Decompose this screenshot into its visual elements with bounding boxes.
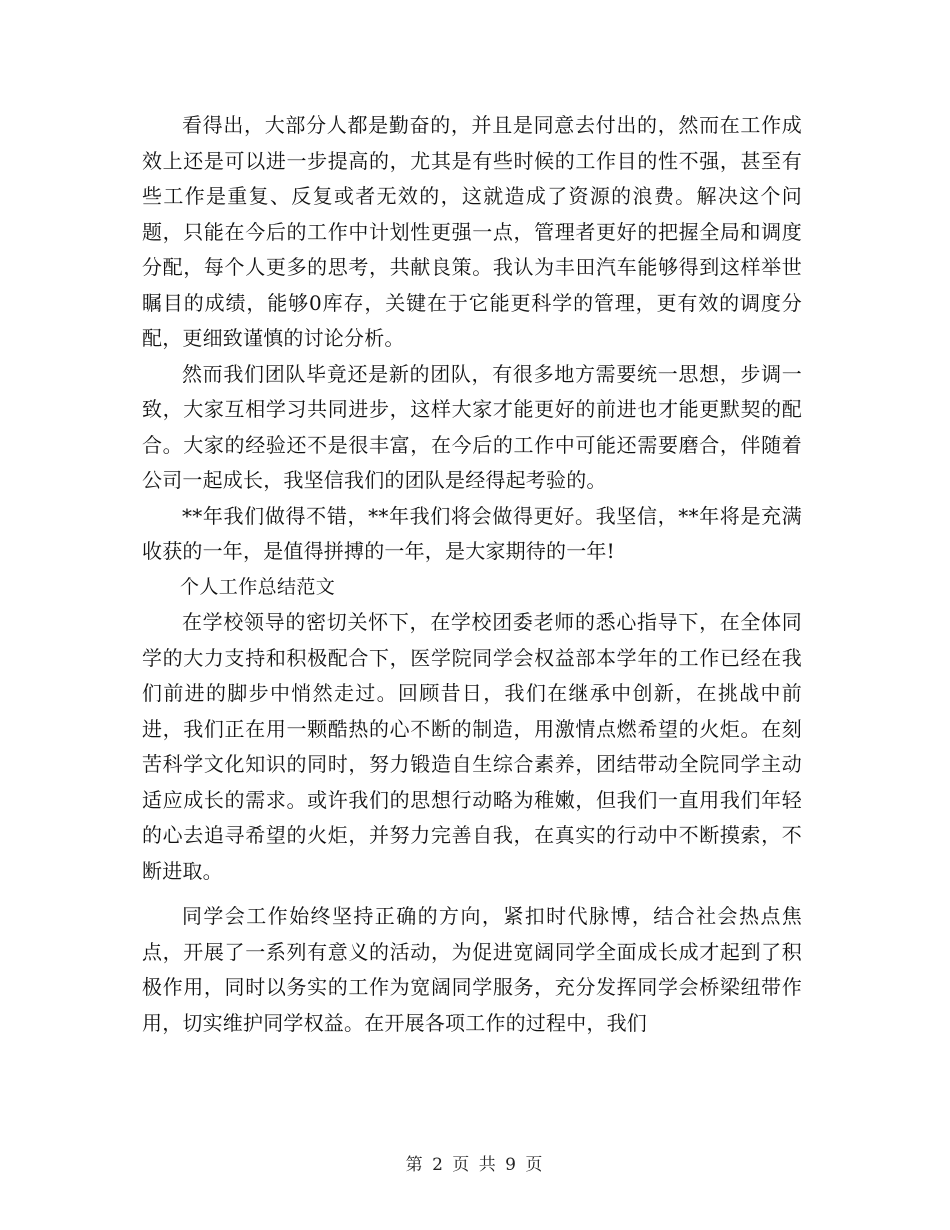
section-heading: 个人工作总结范文 (180, 575, 336, 598)
page-number-footer: 第 2 页 共 9 页 (405, 1155, 545, 1175)
body-paragraph: 然而我们团队毕竟还是新的团队，有很多地方需要统一思想，步调一致，大家互相学习共同进步，这样大家才能更好的前进也才能更默契的配合。大家的经验还不是很丰富，在今后的工作中可能还需要磨合，伴随着公司一起成长，我坚信我们的团队是经得起考验的。 (142, 361, 802, 492)
document-page (142, 108, 802, 1041)
body-paragraph: 在学校领导的密切关怀下，在学校团委老师的悉心指导下，在全体同学的大力支持和积极配合下，医学院同学会权益部本学年的工作已经在我们前进的脚步中悄然走过。回顾昔日，我们在继承中创新，在挑战中前进，我们正在用一颗酷热的心不断的制造，用激情点燃希望的火炬。在刻苦科学文化知识的同时，努力锻造自生综合素养，团结带动全院同学主动适应成长的需求。或许我们的思想行动略为稚嫩，但我们一直用我们年轻的心去追寻希望的火炬，并努力完善自我，在真实的行动中不断摸索，不断进取。 (142, 610, 802, 883)
body-paragraph: 同学会工作始终坚持正确的方向，紧扣时代脉博，结合社会热点焦点，开展了一系列有意义的活动，为促进宽阔同学全面成长成才起到了积极作用，同时以务实的工作为宽阔同学服务，充分发挥同学会桥梁纽带作用，切实维护同学权益。在开展各项工作的过程中，我们 (142, 904, 802, 1035)
body-paragraph: 看得出，大部分人都是勤奋的，并且是同意去付出的，然而在工作成效上还是可以进一步提高的，尤其是有些时候的工作目的性不强，甚至有些工作是重复、反复或者无效的，这就造成了资源的浪费。解决这个问题，只能在今后的工作中计划性更强一点，管理者更好的把握全局和调度分配，每个人更多的思考，共献良策。我认为丰田汽车能够得到这样举世瞩目的成绩，能够0库存，关键在于它能更科学的管理，更有效的调度分配，更细致谨慎的讨论分析。 (142, 113, 802, 350)
body-paragraph: **年我们做得不错，**年我们将会做得更好。我坚信，**年将是充满收获的一年，是值得拼搏的一年，是大家期待的一年! (142, 503, 802, 563)
